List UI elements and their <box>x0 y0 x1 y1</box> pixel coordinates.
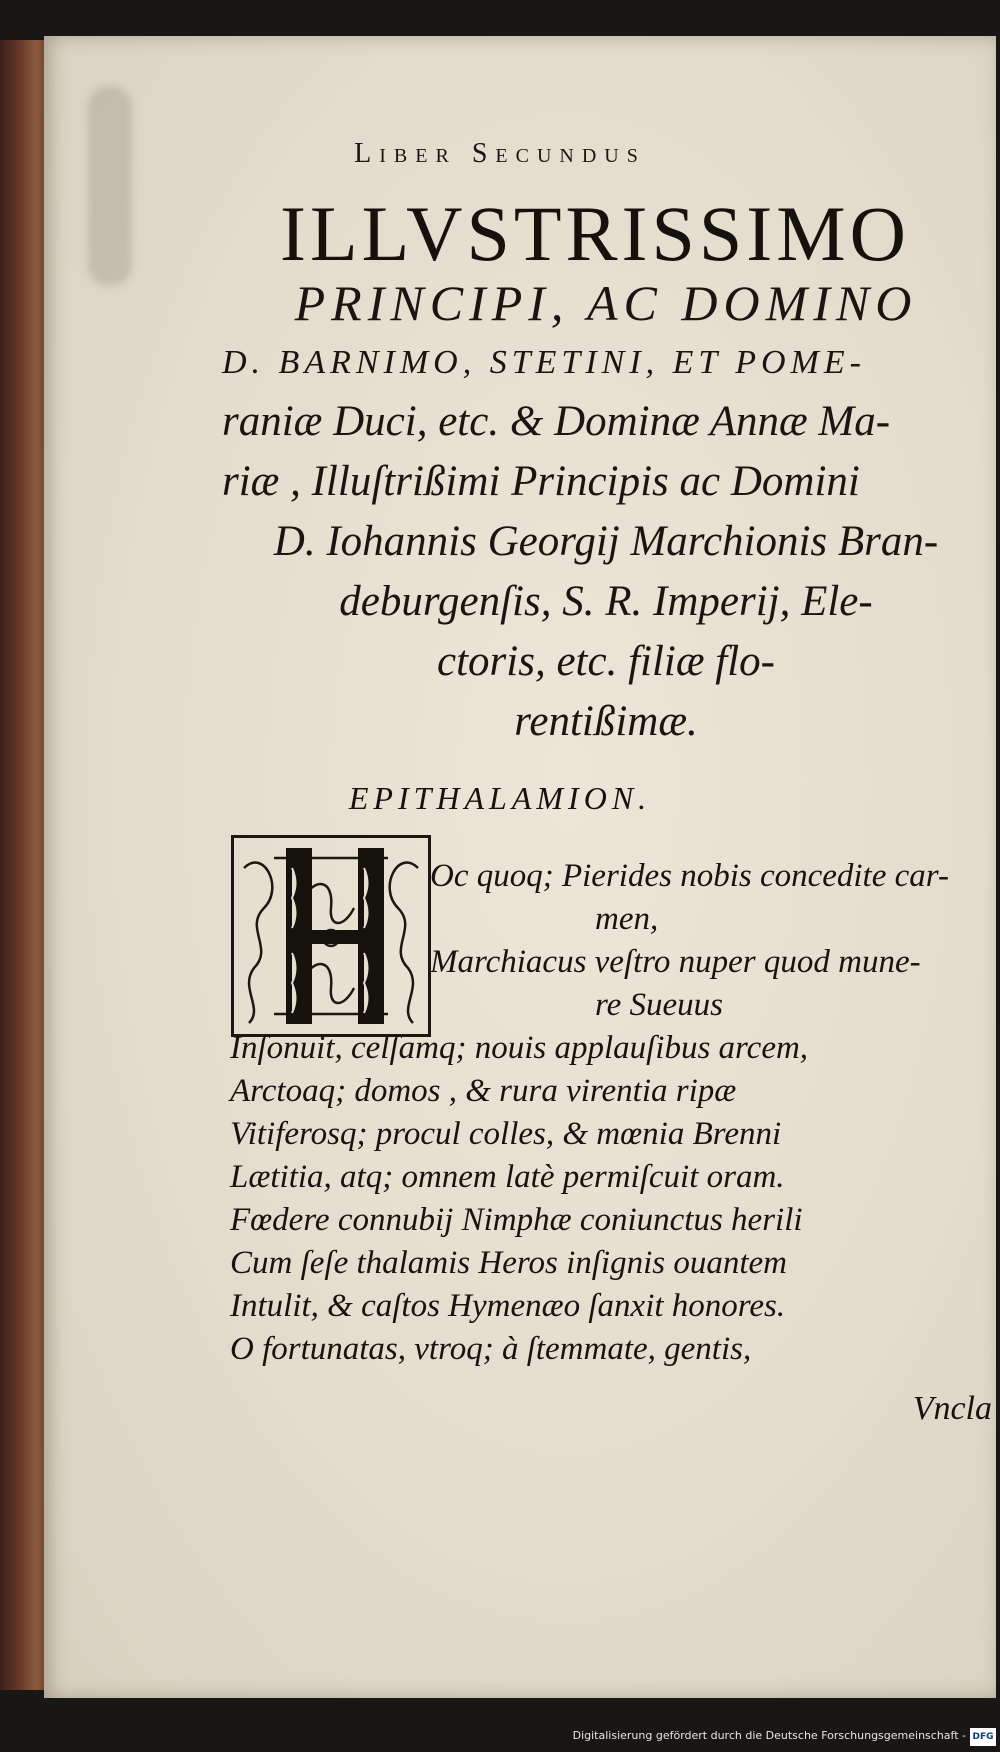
dedication-line-1: PRINCIPI, AC DOMINO <box>294 275 918 331</box>
section-heading: EPITHALAMION. <box>348 780 652 816</box>
poem-line: re Sueuus <box>595 987 724 1023</box>
poem-line: Inſonuit, celſamq; nouis applauſibus arcem, <box>230 1030 809 1066</box>
poem-line: Intulit, & caſtos Hymenæo ſanxit honores. <box>230 1288 786 1324</box>
poem-line: Lætitia, atq; omnem latè permiſcuit oram. <box>230 1159 785 1195</box>
page-title: ILLVSTRISSIMO <box>280 190 910 277</box>
dedication <box>222 272 990 752</box>
page-stain <box>88 86 132 286</box>
poem-line: men, <box>595 901 659 937</box>
dedication-line-3: raniæ Duci, etc. & Dominæ Annæ Ma- <box>222 398 891 445</box>
poem-line: Oc quoq; Pierides nobis concedite car- <box>430 858 949 894</box>
running-head: Liber Secundus <box>354 138 646 169</box>
catchword: Vncla <box>912 1390 992 1427</box>
dfg-logo-icon: DFG <box>970 1728 996 1746</box>
poem <box>230 855 990 1371</box>
poem-line: Fœdere connubij Nimphæ coniunctus herili <box>230 1202 803 1238</box>
dedication-line-2: D. BARNIMO, STETINI, ET POME- <box>222 344 866 381</box>
dedication-line-4: riæ , Illuſtrißimi Principis ac Domini <box>222 458 860 505</box>
dedication-line-6: deburgenſis, S. R. Imperij, Ele- <box>339 578 873 625</box>
poem-line: Arctoaq; domos , & rura virentia ripæ <box>230 1073 737 1109</box>
poem-line: Marchiacus veſtro nuper quod mune- <box>430 944 921 980</box>
footer-bar <box>0 1698 1000 1752</box>
poem-line: O fortunatas, vtroq; à ſtemmate, gentis, <box>230 1331 752 1367</box>
poem-line: Cum ſeſe thalamis Heros inſignis ouantem <box>230 1245 788 1281</box>
funding-credit: Digitalisierung gefördert durch die Deutsche Forschungsgemeinschaft - <box>572 1729 966 1742</box>
dedication-line-8: rentißimæ. <box>514 698 698 745</box>
dedication-line-5: D. Iohannis Georgij Marchionis Bran- <box>273 518 939 565</box>
poem-line: Vitiferosq; procul colles, & mœnia Brenni <box>230 1116 782 1152</box>
dedication-line-7: ctoris, etc. filiæ flo- <box>437 638 775 685</box>
